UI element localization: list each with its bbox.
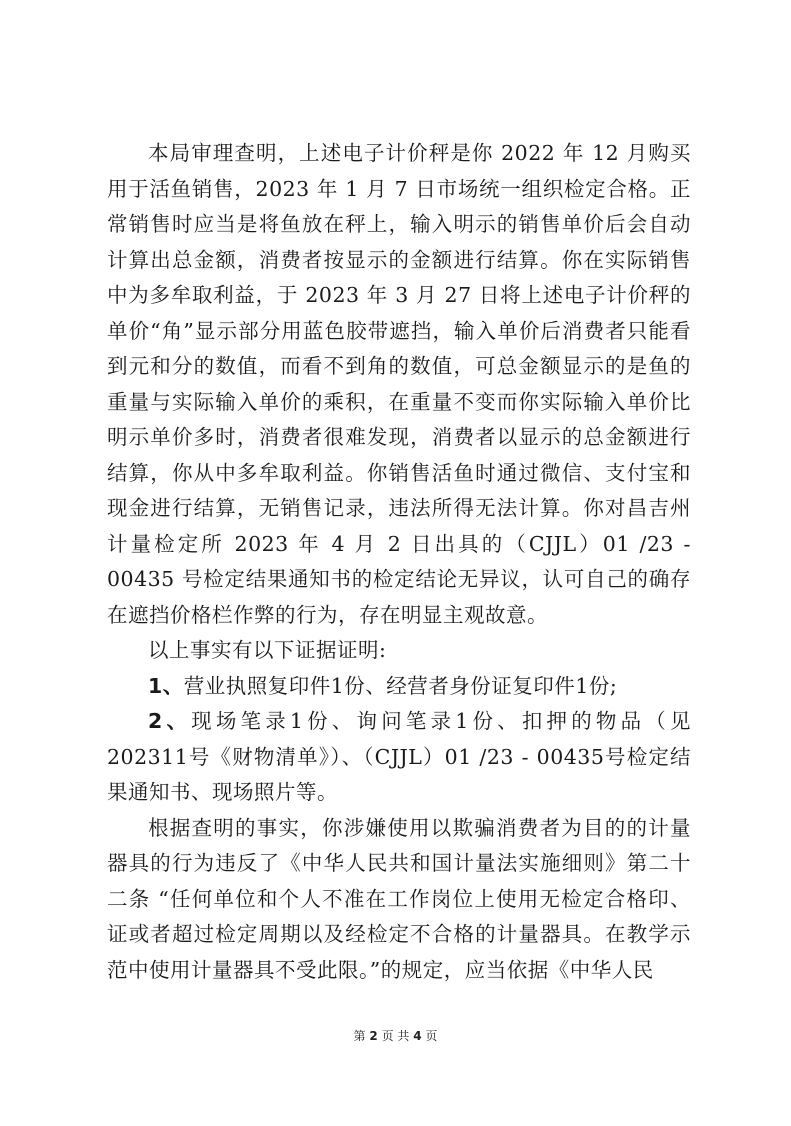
document-body [107, 136, 691, 988]
evidence-item-number: 2、 [148, 709, 192, 733]
evidence-item-text: 营业执照复印件1份、经营者身份证复印件1份; [183, 673, 618, 698]
evidence-item-text: 现场笔录1份、询问笔录1份、扣押的物品（见202311号《财物清单》）、（CJJL）01 /23 - 00435号检定结果通知书、现场照片等。 [107, 709, 691, 804]
findings-paragraph: 本局审理查明，上述电子计价秤是你 2022 年 12 月购买用于活鱼销售，2023 年 1 月 7 日市场统一组织检定合格。正常销售时应当是将鱼放在秤上，输入明示的销售单价后会自动计算出总金额，消费者按显示的金额进行结算。你在实际销售中为多牟取利益，于 2023 年 3 月 27 日将上述电子计价秤的单价“角”显示部分用蓝色胶带遮挡，输入单价后消费者只能看到元和分的数值，而看不到角的数值，可总金额显示的是鱼的重量与实际输入单价的乘积，在重量不变而你实际输入单价比明示单价多时，消费者很难发现，消费者以显示的总金额进行结算，你从中多牟取利益。你销售活鱼时通过微信、支付宝和现金进行结算，无销售记录，违法所得无法计算。你对昌吉州计量检定所 2023 年 4 月 2 日出具的（CJJL）01 /23 - 00435 号检定结果通知书的检定结论无异议，认可自己的确存在遮挡价格栏作弊的行为，存在明显主观故意。 [107, 141, 691, 627]
page-footer [0, 1027, 791, 1044]
evidence-item-number: 1、 [148, 673, 184, 698]
footer-page-number: 2 [369, 1029, 378, 1043]
conclusion-paragraph: 根据查明的事实，你涉嫌使用以欺骗消费者为目的的计量器具的行为违反了《中华人民共和国计量法实施细则》第二十二条 “任何单位和个人不准在工作岗位上使用无检定合格印、证或者超过检定周期以及经检定不合格的计量器具。在教学示范中使用计量器具不受此限。”的规定，应当依据《中华人民 [107, 815, 691, 982]
footer-total-pages: 4 [413, 1029, 422, 1043]
evidence-intro: 以上事实有以下证据证明: [148, 638, 387, 662]
evidence-item [107, 704, 691, 811]
footer-middle: 页 共 [381, 1029, 410, 1043]
footer-prefix: 第 [353, 1029, 366, 1043]
evidence-item [107, 669, 691, 705]
footer-suffix: 页 [425, 1029, 438, 1043]
